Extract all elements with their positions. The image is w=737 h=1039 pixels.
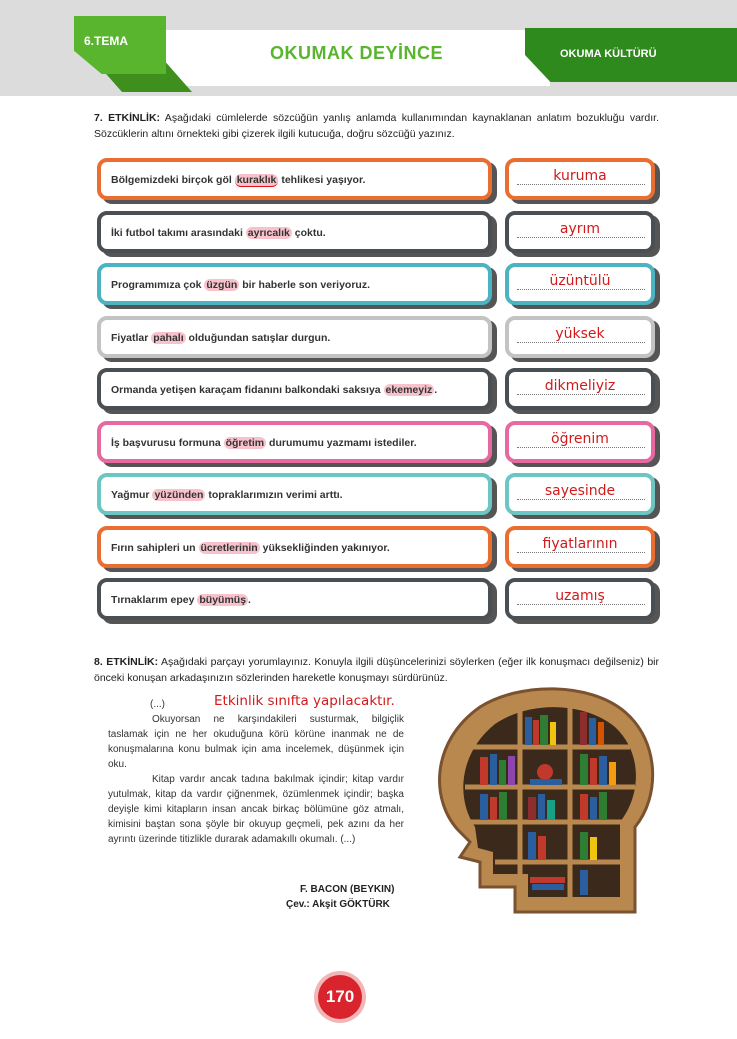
theme-label: 6.TEMA	[84, 34, 129, 48]
answer-text-wrap	[509, 431, 651, 447]
misused-word: üzgün	[206, 279, 238, 291]
activity7-text: Aşağıdaki cümlelerde sözcüğün yanlış anlamda kullanımından kaynaklanan anlatım bozukluğu vardır. Sözcüklerin altını örnekteki gibi çizerek ilgili kutucuğa, doğru sözcüğü yazınız.	[94, 112, 659, 140]
sentence-box	[97, 316, 492, 358]
sentence-before: Yağmur	[111, 489, 153, 501]
sentence-text	[111, 542, 390, 554]
passage-paragraph-2: Kitap vardır ancak tadına bakılmak içindir; kitap vardır yutulmak, kitap da vardır çiğnenmek, özümlenmek içindir; başka deyişle kimi kitapların insan ancak birkaç bölümüne göz atmalı, kimisini baştan sona şöyle bir okuyup geçmeli, pek azını da her ayrıntı üzerinde titizlikle durarak adamakıllı okumalı. (...)	[108, 774, 404, 845]
sentence-text	[111, 227, 326, 239]
sentence-text	[111, 594, 251, 606]
sentence-before: Ormanda yetişen karaçam fidanını balkondaki saksıya	[111, 384, 384, 396]
answer-text-wrap	[509, 483, 651, 499]
passage-paragraph-1: Okuyorsan ne karşındakileri susturmak, bilgiçlik taslamak için ne her okuduğuna körü körüne inanmak ne de konuşmalarına konu bulmak için ama incelemek, düşünmek için oku.	[108, 714, 404, 770]
sentence-after: durumumu yazmamı istediler.	[266, 436, 417, 449]
answer-text-wrap	[509, 378, 651, 394]
passage-translator: Çev.: Akşit GÖKTÜRK	[286, 899, 390, 910]
activity7-instruction	[94, 110, 659, 142]
sentence-before: Fırın sahipleri un	[111, 541, 199, 554]
teacher-note: Etkinlik sınıfta yapılacaktır.	[214, 693, 395, 709]
answer-dotted-line	[517, 184, 645, 185]
answer-box[interactable]	[505, 421, 655, 463]
sentence-after: topraklarımızın verimi arttı.	[205, 489, 343, 501]
activity7-label: 7. ETKİNLİK:	[94, 112, 161, 124]
sentence-after: yüksekliğinden yakınıyor.	[259, 541, 390, 554]
section-label: OKUMA KÜLTÜRÜ	[560, 48, 657, 60]
answer-box[interactable]	[505, 158, 655, 200]
answer-text: üzüntülü	[549, 273, 611, 289]
answer-text: dikmeliyiz	[544, 378, 616, 394]
sentence-text	[111, 174, 365, 186]
sentence-text	[111, 384, 437, 396]
page-number: 170	[318, 975, 362, 1019]
answer-box[interactable]	[505, 368, 655, 410]
answer-text-wrap	[509, 221, 651, 237]
sentence-after: olduğundan satışlar durgun.	[185, 331, 331, 344]
sentence-box	[97, 578, 492, 620]
sentence-after: .	[434, 384, 438, 396]
misused-word: ayrıcalık	[247, 226, 290, 239]
answer-text: kuruma	[553, 168, 607, 184]
sentence-after: .	[248, 594, 251, 606]
sentence-box	[97, 263, 492, 305]
answer-box[interactable]	[505, 473, 655, 515]
misused-word: pahalı	[153, 331, 184, 344]
answer-text: uzamış	[555, 588, 605, 604]
sentence-text	[111, 489, 343, 501]
sentence-after: çoktu.	[291, 226, 326, 239]
bookshelf-head-illustration	[420, 682, 665, 922]
answer-dotted-line	[517, 604, 645, 605]
answer-dotted-line	[517, 499, 645, 500]
answer-text-wrap	[509, 588, 651, 604]
answer-text: ayrım	[559, 220, 601, 237]
answer-text: yüksek	[555, 325, 605, 342]
misused-word: yüzünden	[154, 489, 204, 501]
page-title: OKUMAK DEYİNCE	[270, 43, 444, 63]
sentence-box	[97, 211, 492, 253]
misused-word: öğretim	[225, 436, 265, 449]
sentence-box	[97, 473, 492, 515]
answer-box[interactable]	[505, 211, 655, 253]
answer-text: sayesinde	[544, 483, 616, 499]
sentence-before: Bölgemizdeki birçok göl	[111, 174, 235, 186]
answer-dotted-line	[517, 447, 645, 448]
passage-author: F. BACON (BEYKIN)	[300, 884, 395, 895]
sentence-before: Tırnaklarım epey	[111, 594, 198, 606]
answer-text-wrap	[509, 273, 651, 289]
answer-dotted-line	[517, 552, 645, 553]
sentence-after: tehlikesi yaşıyor.	[278, 174, 366, 186]
sentence-box	[97, 368, 492, 410]
sentence-after: bir haberle son veriyoruz.	[239, 279, 370, 291]
sentence-text	[111, 279, 370, 291]
answer-dotted-line	[517, 289, 645, 290]
misused-word: ücretlerinin	[200, 541, 258, 554]
misused-word: büyümüş	[199, 594, 247, 606]
sentence-before: Programımıza çok	[111, 279, 205, 291]
answer-text-wrap	[509, 168, 651, 184]
passage-ellipsis: (...)	[150, 699, 165, 710]
sentence-before: İki futbol takımı arasındaki	[111, 226, 246, 239]
sentence-box	[97, 158, 492, 200]
sentence-text	[111, 437, 417, 449]
activity8-label: 8. ETKİNLİK:	[94, 656, 159, 668]
sentence-text	[111, 332, 330, 344]
answer-box[interactable]	[505, 263, 655, 305]
answer-text: fiyatlarının	[542, 535, 618, 552]
misused-word: kuraklık	[236, 174, 277, 186]
answer-text-wrap	[509, 326, 651, 342]
activity8-text: Aşağıdaki parçayı yorumlayınız. Konuyla ilgili düşüncelerinizi söylerken (eğer ilk konuşmacı değilseniz) bir önceki konuşan arkadaşınızın sözlerinden hareketle konuşmayı sürdürünüz.	[94, 656, 659, 684]
answer-text: öğrenim	[551, 430, 609, 447]
sentence-box	[97, 526, 492, 568]
sentence-box	[97, 421, 492, 463]
misused-word: ekemeyiz	[385, 384, 433, 396]
answer-box[interactable]	[505, 526, 655, 568]
sentence-before: Fiyatlar	[111, 331, 152, 344]
answer-dotted-line	[517, 237, 645, 238]
answer-box[interactable]	[505, 316, 655, 358]
answer-box[interactable]	[505, 578, 655, 620]
answer-dotted-line	[517, 342, 645, 343]
answer-dotted-line	[517, 394, 645, 395]
sentence-before: İş başvurusu formuna	[111, 436, 224, 449]
answer-text-wrap	[509, 536, 651, 552]
